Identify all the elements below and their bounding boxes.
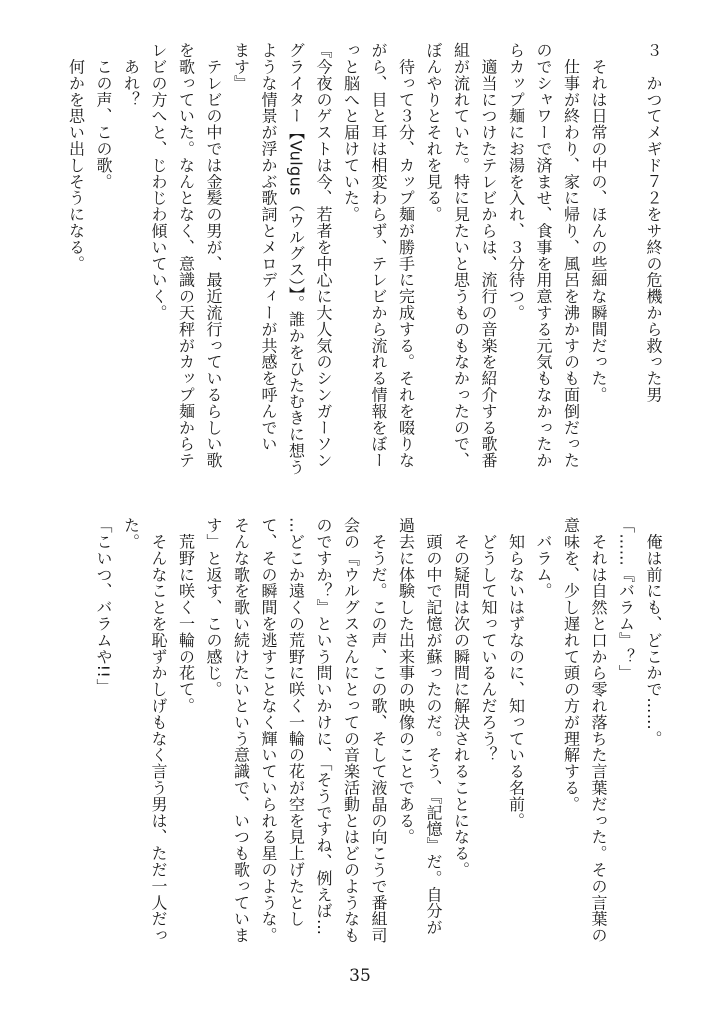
chapter-heading: ３ かつてメギド７２をサ終の危機から救った男 [644, 42, 663, 403]
text-column: それは日常の中の、ほんの些細な瞬間だった。 [589, 42, 608, 403]
text-column: た。 [121, 517, 141, 550]
text-column: 仕事が終わり、家に帰り、風呂を沸かすのも面倒だった [561, 42, 581, 469]
text-column: 何かを思い出しそうになる。 [66, 42, 86, 272]
text-column: 組が流れていた。特に見たいと思うものもなかったので、 [451, 42, 471, 469]
page-number: 35 [349, 966, 371, 986]
text-column: 待って３分、カップ麺が勝手に完成する。それを啜りな [396, 42, 416, 469]
text-column: 『今夜のゲストは今、若者を中心に大人気のシンガーソン [314, 42, 333, 469]
text-column: グライター【Vulgus（ウルグス）】。誰かをひたむきに想う [286, 42, 306, 476]
text-column: …どこか遠くの荒野に咲く一輪の花が空を見上げたとし [286, 517, 306, 927]
text-column: どうして知っているんだろう？ [479, 517, 498, 763]
text-column: レビの方へと、じわじわ傾いていく。 [149, 42, 168, 321]
top-text-block [62, 42, 667, 482]
text-column: 「こいつ、バラムや!!」 [94, 517, 113, 695]
text-column: あれ？ [121, 42, 141, 108]
text-column: のですか？』という問いかけに、「そうですね、例えば… [314, 517, 333, 936]
text-column: て、その瞬間を逃すことなく輝いていられる星のような。 [259, 517, 278, 944]
text-column: 会の『ウルグスさんにとっての音楽活動とはどのようなも [341, 517, 361, 944]
bottom-text-block [90, 517, 668, 957]
text-column: そんな歌を歌い続けたいという意識で、いつも歌っていま [231, 517, 251, 944]
text-column: 意味を、少し遅れて頭の方が理解する。 [561, 517, 581, 813]
text-column: らカップ麺にお湯を入れ、３分待つ。 [506, 42, 526, 321]
text-column: を歌っていた。なんとなく、意識の天秤がカップ麺からテ [176, 42, 196, 469]
text-column: のでシャワーで済ませ、食事を用意する元気もなかったか [534, 42, 553, 469]
text-column: ぼんやりとそれを見る。 [424, 42, 443, 223]
text-column: ます』 [231, 42, 251, 92]
text-column: 知らないはずなのに、知っている名前。 [506, 517, 526, 829]
text-column: ような情景が浮かぶ歌詞とメロディーが共感を呼んでい [259, 42, 278, 452]
text-column: それは自然と口から零れ落ちた言葉だった。その言葉の [589, 517, 608, 944]
text-column: そんなことを恥ずかしげもなく言う男は、ただ一人だっ [149, 517, 168, 944]
text-column: 俺は前にも、どこかで……。 [644, 517, 663, 747]
text-column: そうだ。この声、この歌、そして液晶の向こうで番組司 [369, 517, 388, 944]
text-column: 「……『バラム』？」 [616, 517, 636, 681]
text-column: 過去に体験した出来事の映像のことである。 [396, 517, 416, 845]
text-column: テレビの中では金髪の男が、最近流行っているらしい歌 [204, 42, 223, 469]
text-column: 荒野に咲く一輪の花て。 [176, 517, 196, 714]
text-column: この声、この歌。 [94, 42, 113, 190]
text-column: がら、目と耳は相変わらず、テレビから流れる情報をぼー [369, 42, 388, 469]
text-column: その疑問は次の瞬間に解決されることになる。 [451, 517, 471, 878]
text-column: す」と返す、この感じ。 [204, 517, 223, 698]
text-column: 適当につけたテレビからは、流行の音楽を紹介する歌番 [479, 42, 498, 469]
text-column: 頭の中で記憶が蘇ったのだ。そう、『記憶』だ。自分が [424, 517, 443, 936]
text-column: バラム。 [534, 517, 553, 599]
text-column: っと脳へと届けていた。 [341, 42, 361, 223]
text-column [612, 42, 640, 482]
